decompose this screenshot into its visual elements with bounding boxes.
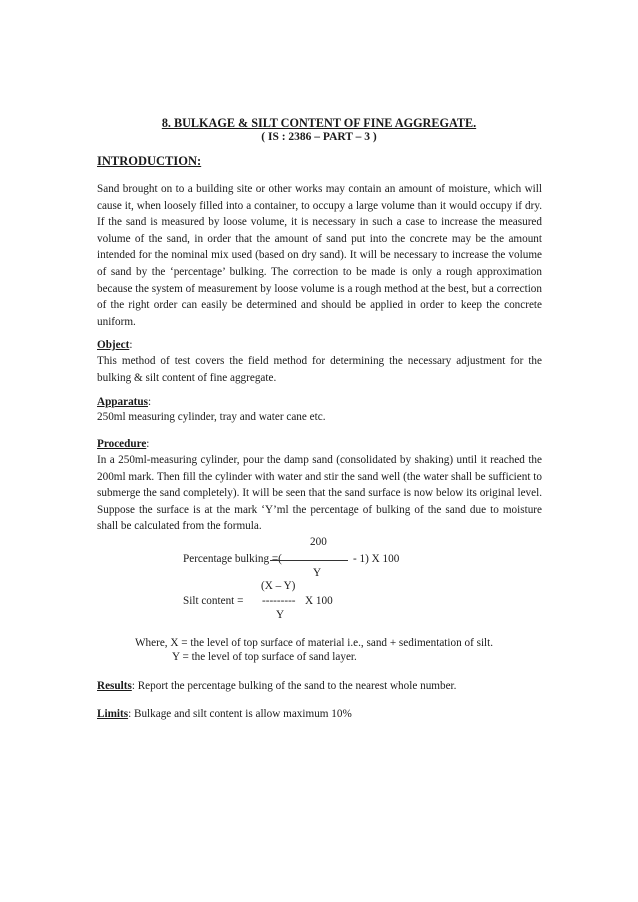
procedure-heading: Procedure: [97, 438, 147, 450]
bulking-suffix: - 1) X 100: [353, 553, 400, 565]
silt-label: Silt content =: [183, 595, 244, 607]
apparatus-heading-line: [97, 396, 151, 408]
results-heading: Results: [97, 680, 132, 692]
where-line-2: Y = the level of top surface of sand layer.: [172, 651, 357, 663]
procedure-text: In a 250ml-measuring cylinder, pour the damp sand (consolidated by shaking) until it reached the 200ml mark. Then fill the cylinder with water and stir the sand well (the water shall be sufficient to submerge the sand completely). It will be seen that the sand surface is now below its original level. Suppose the surface is at the mark ‘Y’ml the percentage of bulking of the sand due to moisture shall be calculated from the formula.: [97, 454, 542, 533]
limits-heading: Limits: [97, 708, 129, 720]
object-heading-line: [97, 339, 132, 351]
procedure-colon: :: [146, 438, 150, 450]
procedure-heading-line: [97, 438, 149, 450]
document-subtitle: ( IS : 2386 – PART – 3 ): [261, 131, 377, 143]
apparatus-heading: Apparatus: [97, 396, 148, 408]
object-colon: :: [129, 339, 133, 351]
bulking-numerator: 200: [310, 536, 327, 548]
limits-text: : Bulkage and silt content is allow maximum 10%: [128, 708, 352, 720]
object-text: This method of test covers the field method for determining the necessary adjustment for the bulking & silt content of fine aggregate.: [97, 355, 542, 384]
silt-suffix: X 100: [305, 595, 333, 607]
results-line: [97, 680, 456, 692]
where-line-1: Where, X = the level of top surface of material i.e., sand + sedimentation of silt.: [135, 637, 494, 649]
silt-denominator: Y: [276, 609, 285, 621]
bulking-label: Percentage bulking =(: [183, 553, 282, 565]
apparatus-text: 250ml measuring cylinder, tray and water cane etc.: [97, 411, 326, 423]
bulking-fraction-bar: [270, 560, 348, 561]
object-heading: Object: [97, 339, 130, 351]
results-text: : Report the percentage bulking of the sand to the nearest whole number.: [131, 680, 457, 692]
apparatus-colon: :: [147, 396, 152, 408]
silt-numerator: (X – Y): [261, 580, 296, 592]
bulking-denominator: Y: [313, 567, 322, 579]
introduction-heading: INTRODUCTION:: [97, 154, 202, 168]
limits-line: [97, 708, 352, 720]
introduction-text: Sand brought on to a building site or other works may contain an amount of moisture, which will cause it, when loosely filled into a container, to occupy a large volume than it would occupy if dry. If the sand is measured by loose volume, it is necessary in such a case to increase the measured volume of the sand, in order that the amount of sand put into the concrete may be the amount intended for the nominal mix used (based on dry sand). It will be necessary to increase the volume of sand by the ‘percentage’ bulking. The correction to be made is only a rough approximation because the system of measurement by loose volume is a rough method at the best, but a correction of the right order can easily be determined and should be applied in order to keep the concrete uniform.: [97, 183, 542, 328]
silt-fraction-dashes: ---------: [262, 595, 296, 607]
document-title: 8. BULKAGE & SILT CONTENT OF FINE AGGREGATE.: [161, 116, 477, 130]
